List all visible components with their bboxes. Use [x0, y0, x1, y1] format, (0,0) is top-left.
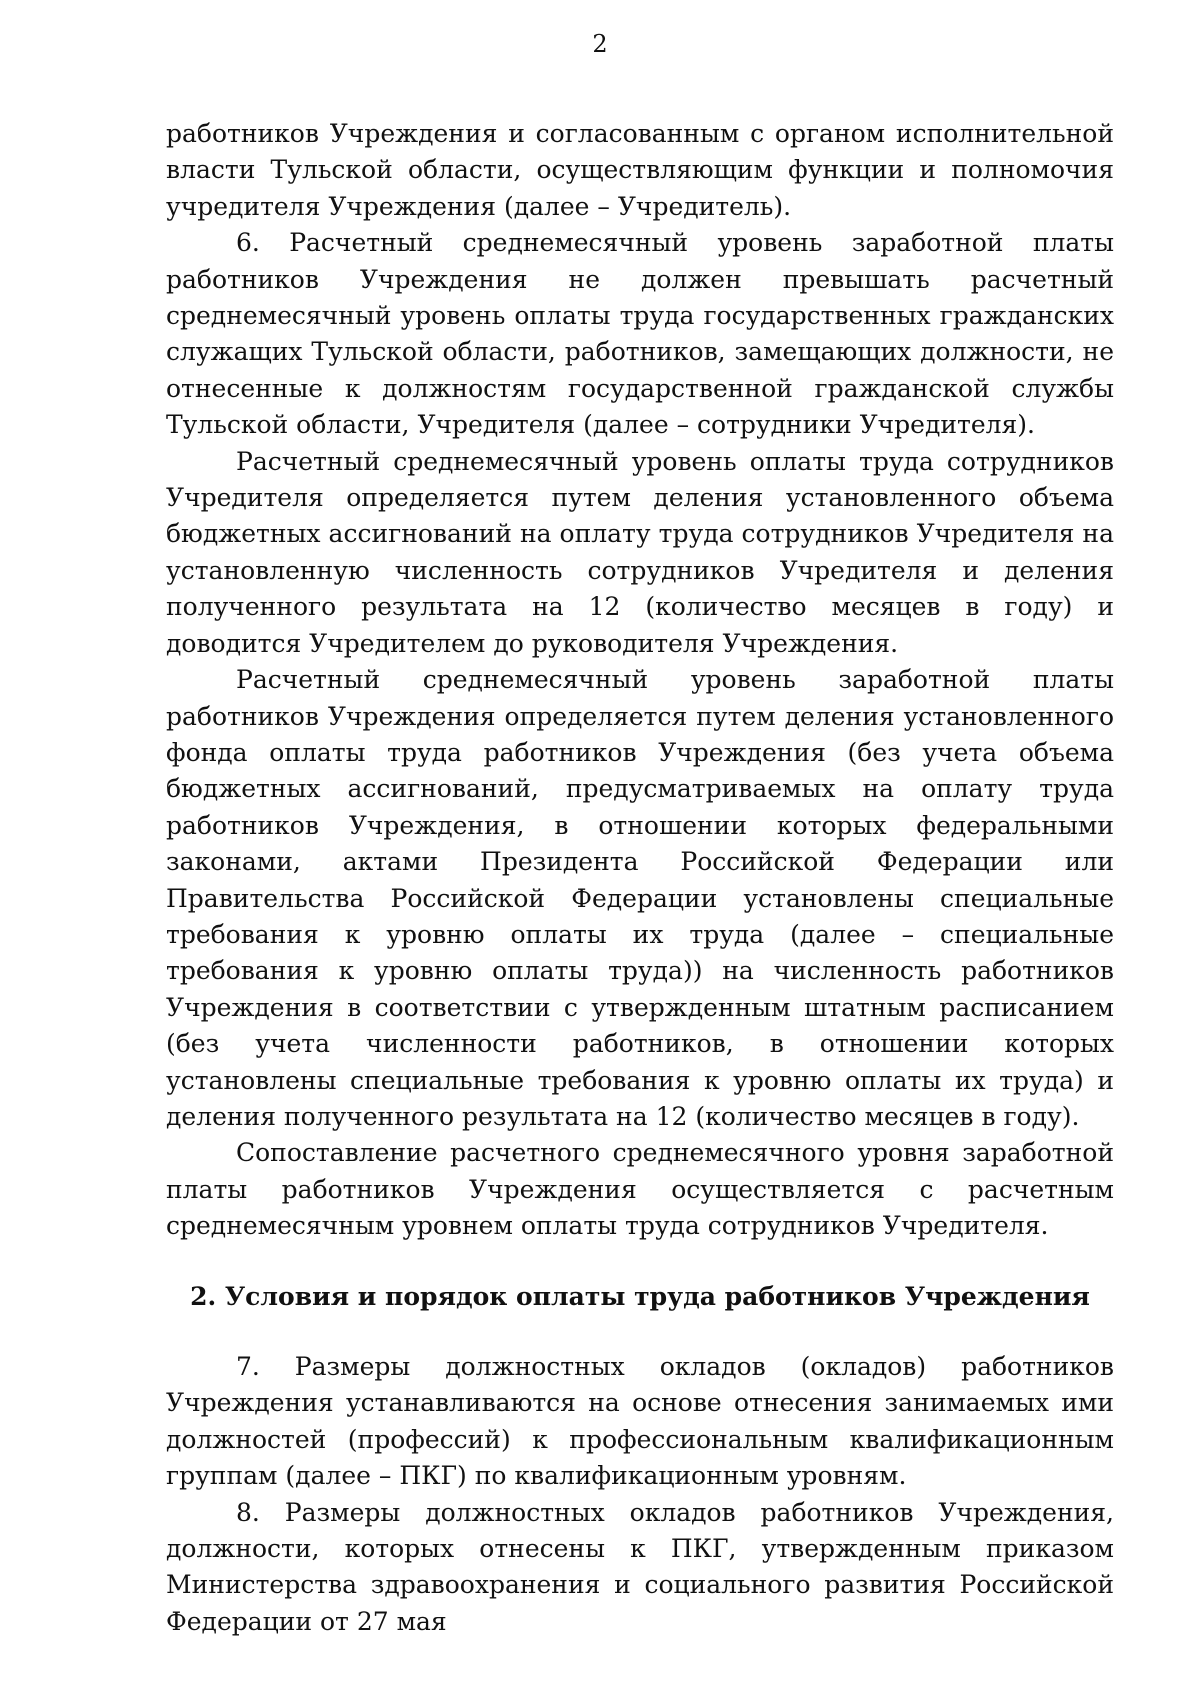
- paragraph-comparison: Сопоставление расчетного среднемесячного уровня заработной платы работников Учреждения осуществляется с расчетным среднемесячным уровнем оплаты труда сотрудников Учредителя.: [166, 1138, 1114, 1241]
- section-heading: 2. Условия и порядок оплаты труда работников Учреждения: [190, 1281, 1090, 1311]
- paragraph-founder-level: Расчетный среднемесячный уровень оплаты труда сотрудников Учредителя определяется путем деления установленного объема бюджетных ассигнований на оплату труда сотрудников Учредителя на установленную численность сотрудников Учредителя и деления полученного результата на 12 (количество месяцев в году) и доводится Учредителем до руководителя Учреждения.: [166, 446, 1114, 658]
- paragraph-item-7: 7. Размеры должностных окладов (окладов) работников Учреждения устанавливаются на основе отнесения занимаемых ими должностей (профессий) к профессиональным квалификационным группам (далее – ПКГ) по квалификационным уровням.: [166, 1352, 1114, 1491]
- paragraph-continuation: работников Учреждения и согласованным с органом исполнительной власти Тульской области, осуществляющим функции и полномочия учредителя Учреждения (далее – Учредитель).: [166, 119, 1114, 221]
- paragraph-institution-level: Расчетный среднемесячный уровень заработной платы работников Учреждения определяется путем деления установленного фонда оплаты труда работников Учреждения (без учета объема бюджетных ассигнований, предусматриваемых на оплату труда работников Учреждения, в отношении которых федеральными законами, актами Президента Российской Федерации или Правительства Российской Федерации установлены специальные требования к уровню оплаты их труда (далее – специальные требования к уровню оплаты труда)) на численность работников Учреждения в соответствии с утвержденным штатным расписанием (без учета численности работников, в отношении которых установлены специальные требования к уровню оплаты их труда) и деления полученного результата на 12 (количество месяцев в году).: [166, 665, 1114, 1131]
- page-number: 2: [592, 30, 608, 58]
- document-body: [166, 116, 1114, 1640]
- paragraph-item-8: 8. Размеры должностных окладов работников Учреждения, должности, которых отнесены к ПКГ, утвержденным приказом Министерства здравоохранения и социального развития Российской Федерации от 27 мая: [166, 1497, 1114, 1636]
- paragraph-item-6: 6. Расчетный среднемесячный уровень заработной платы работников Учреждения не должен превышать расчетный среднемесячный уровень оплаты труда государственных гражданских служащих Тульской области, работников, замещающих должности, не отнесенные к должностям государственной гражданской службы Тульской области, Учредителя (далее – сотрудники Учредителя).: [166, 228, 1114, 440]
